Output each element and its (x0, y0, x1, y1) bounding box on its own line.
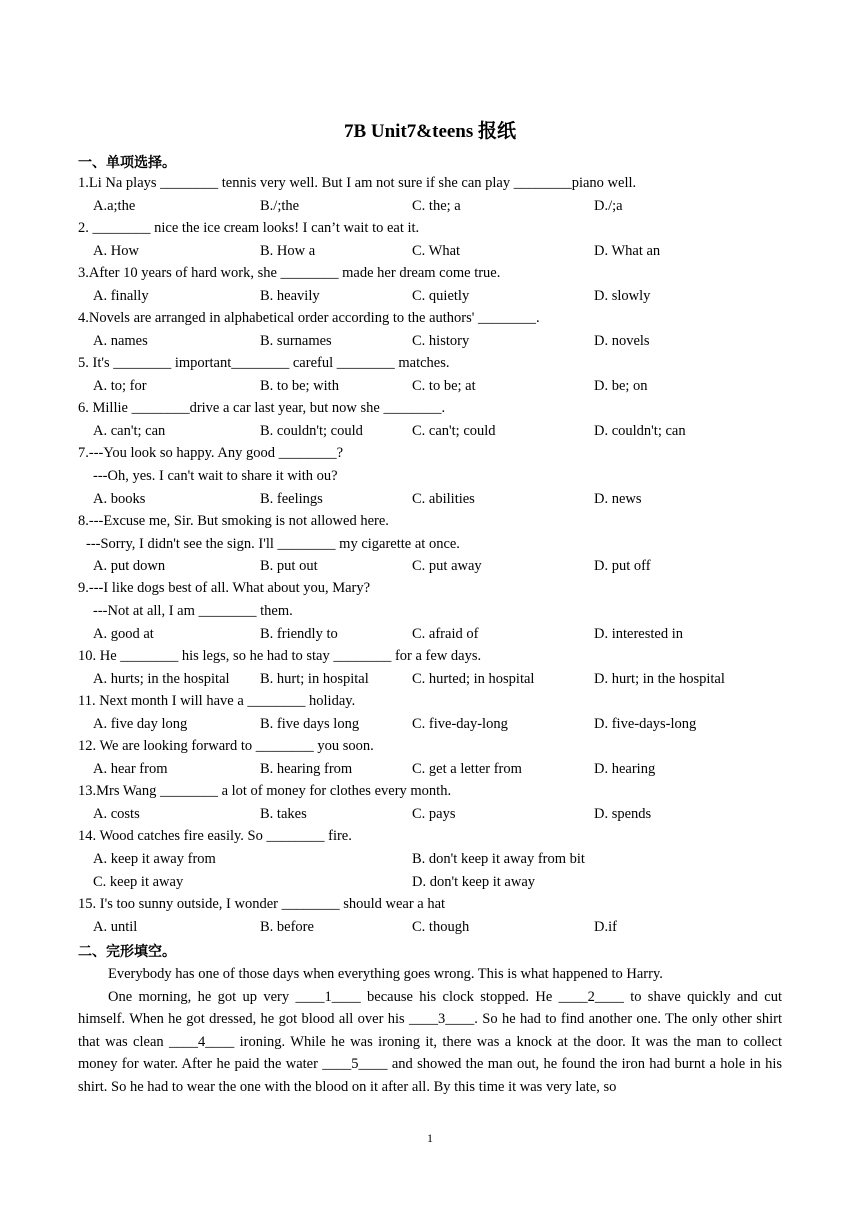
question-14-stem: 14. Wood catches fire easily. So ________ fire. (78, 828, 352, 844)
question-3-stem: 3.After 10 years of hard work, she ________ made her dream come true. (78, 265, 501, 281)
option-d: D. novels (594, 333, 650, 349)
question-9-stem: 9.---I like dogs best of all. What about you, Mary? (78, 580, 371, 596)
question-10-stem: 10. He ________ his legs, so he had to stay ________ for a few days. (78, 648, 482, 664)
option-a: A. can't; can (93, 423, 166, 439)
option-c: C. five-day-long (412, 716, 508, 732)
question-9-stem-line-2: ---Not at all, I am ________ them. (93, 603, 293, 619)
option-b: B. five days long (260, 716, 360, 732)
option-d: D. interested in (594, 626, 683, 642)
option-b: B. couldn't; could (260, 423, 363, 439)
option-d: D. hearing (594, 761, 656, 777)
option-b: B. to be; with (260, 378, 339, 394)
passage-paragraph-2: One morning, he got up very ____1____ because his clock stopped. He ____2____ to shave quickly and cut himself. When he got dressed, he got blood all over his ____3____. So he had to find another one. The only other shirt that was clean ____4____ ironing. While he was ironing it, there was a knock at the door. It was the man to collect money for water. After he paid the water ____5____ and showed the man out, he found the iron had burnt a hole in his shirt. So he had to wear the one with the blood on it after all. By this time it was very late, so (78, 988, 782, 1095)
option-a: A. How (93, 243, 139, 259)
option-d: D. news (594, 491, 642, 507)
option-b: B. hearing from (260, 761, 353, 777)
option-c: C. put away (412, 558, 482, 574)
question-7-stem: 7.---You look so happy. Any good ________? (78, 445, 344, 461)
option-b: B. hurt; in hospital (260, 671, 369, 687)
option-d: D. be; on (594, 378, 648, 394)
option-c: C. history (412, 333, 470, 349)
question-4-options (93, 333, 793, 353)
question-2-options (93, 243, 793, 263)
option-d: D. hurt; in the hospital (594, 671, 725, 687)
option-d: D. don't keep it away (412, 874, 536, 890)
option-d: D. put off (594, 558, 651, 574)
question-11-stem: 11. Next month I will have a ________ holiday. (78, 693, 356, 709)
question-5-stem: 5. It's ________ important________ careful ________ matches. (78, 355, 450, 371)
option-c: C. quietly (412, 288, 470, 304)
option-c: C. afraid of (412, 626, 479, 642)
option-d: D.if (594, 919, 617, 935)
option-d: D. slowly (594, 288, 651, 304)
option-d: D. couldn't; can (594, 423, 686, 439)
question-13-stem: 13.Mrs Wang ________ a lot of money for clothes every month. (78, 783, 452, 799)
question-1-stem: 1.Li Na plays ________ tennis very well. But I am not sure if she can play ________piano well. (78, 175, 637, 191)
question-15-stem: 15. I's too sunny outside, I wonder ________ should wear a hat (78, 896, 446, 912)
option-a: A. until (93, 919, 138, 935)
option-c: C. keep it away (93, 874, 184, 890)
option-b: B. heavily (260, 288, 320, 304)
option-d: D. What an (594, 243, 661, 259)
question-4-stem: 4.Novels are arranged in alphabetical order according to the authors' ________. (78, 310, 540, 326)
question-6-options (93, 423, 793, 443)
question-1-options (93, 198, 793, 218)
question-8-stem-line-2: ---Sorry, I didn't see the sign. I'll ________ my cigarette at once. (86, 536, 460, 552)
page-number: 1 (427, 1131, 433, 1145)
option-b: B. takes (260, 806, 307, 822)
option-b: B./;the (260, 198, 300, 214)
option-a: A.a;the (93, 198, 136, 214)
option-b: B. surnames (260, 333, 332, 349)
question-12-stem: 12. We are looking forward to ________ you soon. (78, 738, 374, 754)
page-title: 7B Unit7&teens 报纸 (343, 121, 517, 142)
option-b: B. friendly to (260, 626, 338, 642)
option-a: A. books (93, 491, 146, 507)
question-6-stem: 6. Millie ________drive a car last year, but now she ________. (78, 400, 446, 416)
option-c: C. to be; at (412, 378, 476, 394)
section-heading-multiple-choice: 一、单项选择。 (78, 155, 176, 171)
option-a: A. finally (93, 288, 149, 304)
option-c: C. hurted; in hospital (412, 671, 535, 687)
option-b: B. How a (260, 243, 316, 259)
option-a: A. put down (93, 558, 166, 574)
option-a: A. good at (93, 626, 154, 642)
question-2-stem: 2. ________ nice the ice cream looks! I can’t wait to eat it. (78, 220, 420, 236)
option-c: C. pays (412, 806, 456, 822)
option-d: D. spends (594, 806, 652, 822)
option-a: A. to; for (93, 378, 147, 394)
option-d: D. five-days-long (594, 716, 697, 732)
option-a: A. hear from (93, 761, 168, 777)
section-heading-cloze: 二、完形填空。 (78, 944, 176, 960)
option-a: A. five day long (93, 716, 188, 732)
option-a: A. keep it away from (93, 851, 216, 867)
question-13-options (93, 806, 793, 826)
option-c: C. the; a (412, 198, 461, 214)
option-d: D./;a (594, 198, 623, 214)
question-8-stem: 8.---Excuse me, Sir. But smoking is not allowed here. (78, 513, 389, 529)
question-11-options (93, 716, 793, 736)
question-7-options (93, 491, 793, 511)
option-b: B. before (260, 919, 314, 935)
question-9-options (93, 626, 793, 646)
option-c: C. though (412, 919, 470, 935)
option-c: C. abilities (412, 491, 475, 507)
question-3-options (93, 288, 793, 308)
option-a: A. names (93, 333, 148, 349)
cloze-passage (78, 963, 782, 1099)
question-14-options-row-1 (93, 851, 793, 871)
question-15-options (93, 919, 793, 939)
option-b: B. put out (260, 558, 318, 574)
option-c: C. What (412, 243, 461, 259)
question-10-options (93, 671, 793, 691)
option-b: B. feelings (260, 491, 323, 507)
option-a: A. hurts; in the hospital (93, 671, 230, 687)
option-a: A. costs (93, 806, 140, 822)
question-7-stem-line-2: ---Oh, yes. I can't wait to share it with ou? (93, 468, 338, 484)
question-14-options-row-2 (93, 874, 793, 894)
question-5-options (93, 378, 793, 398)
option-c: C. can't; could (412, 423, 496, 439)
question-8-options (93, 558, 793, 578)
question-12-options (93, 761, 793, 781)
passage-paragraph-1: Everybody has one of those days when everything goes wrong. This is what happened to Harry. (108, 966, 663, 982)
option-c: C. get a letter from (412, 761, 522, 777)
option-b: B. don't keep it away from bit (412, 851, 585, 867)
